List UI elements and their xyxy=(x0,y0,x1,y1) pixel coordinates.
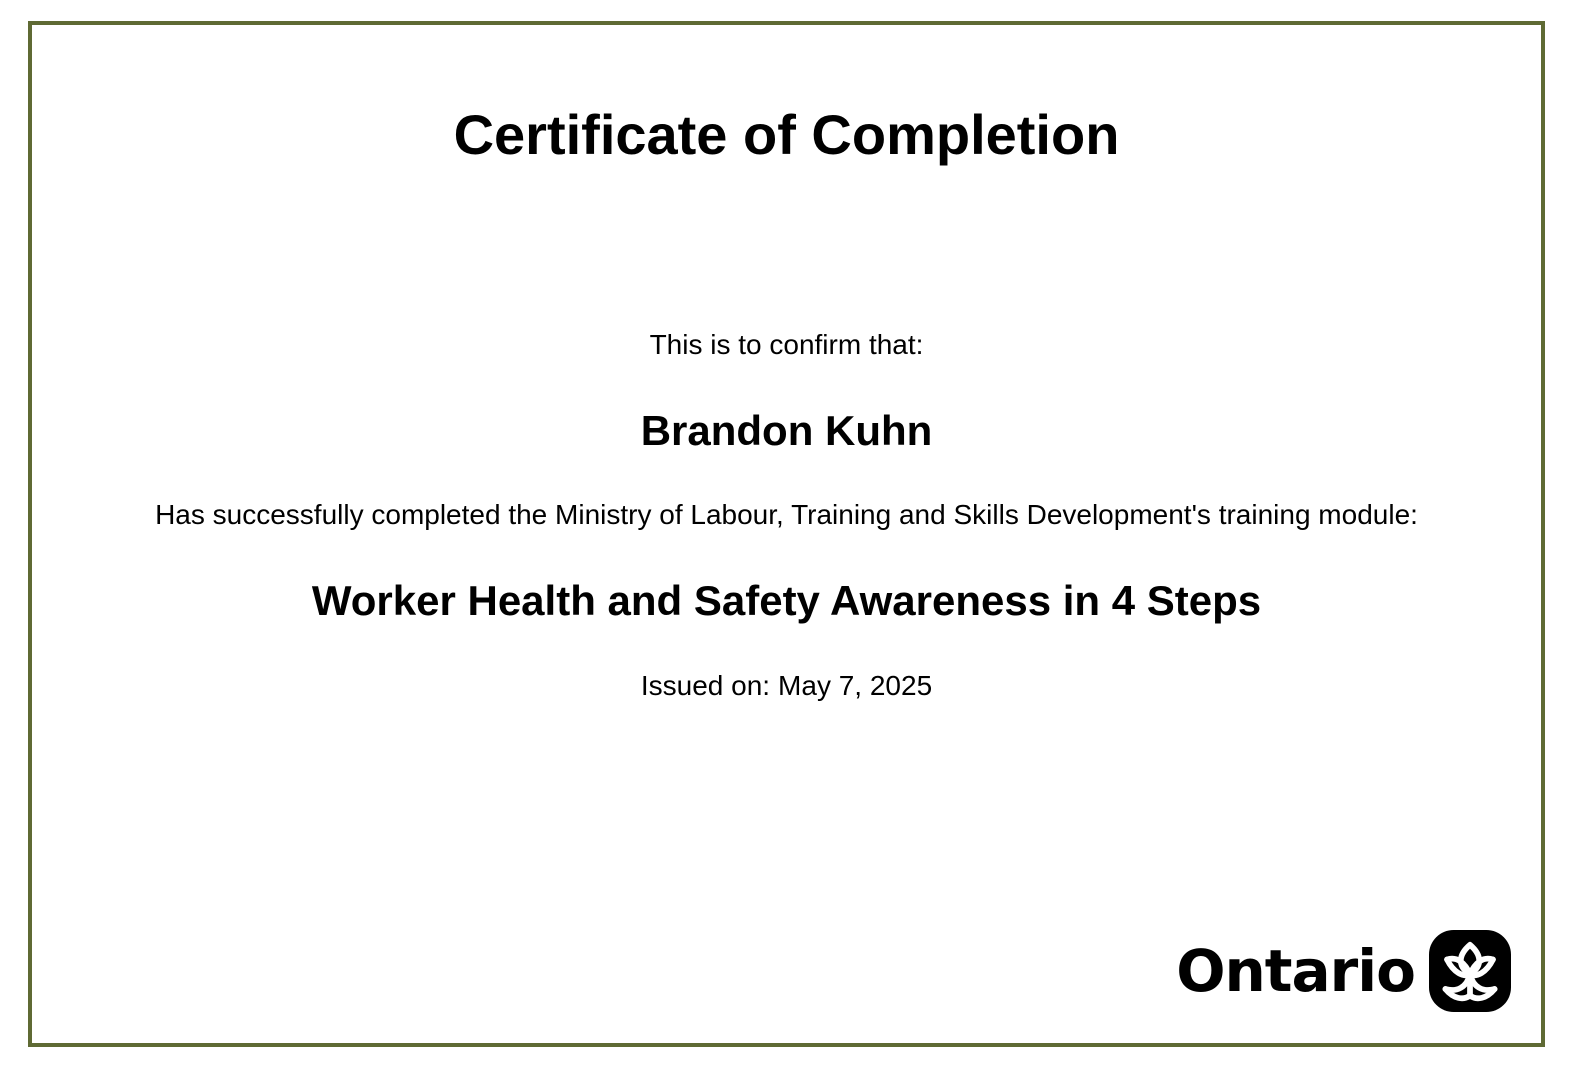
issued-date: May 7, 2025 xyxy=(778,670,933,701)
ontario-wordmark: Ontario xyxy=(1176,937,1415,1005)
certificate-frame xyxy=(28,21,1545,1047)
recipient-name: Brandon Kuhn xyxy=(640,407,933,454)
completion-text: Has successfully completed the Ministry of Labour, Training and Skills Development's training module: xyxy=(155,499,1418,530)
module-name: Worker Health and Safety Awareness in 4 Steps xyxy=(311,577,1262,624)
certificate-title: Certificate of Completion xyxy=(453,103,1120,166)
confirm-text: This is to confirm that: xyxy=(649,329,924,360)
ontario-logo xyxy=(1176,929,1511,1013)
issued-line xyxy=(32,669,1541,703)
ontario-trillium-icon xyxy=(1429,930,1511,1012)
issued-label: Issued on: xyxy=(640,670,771,701)
